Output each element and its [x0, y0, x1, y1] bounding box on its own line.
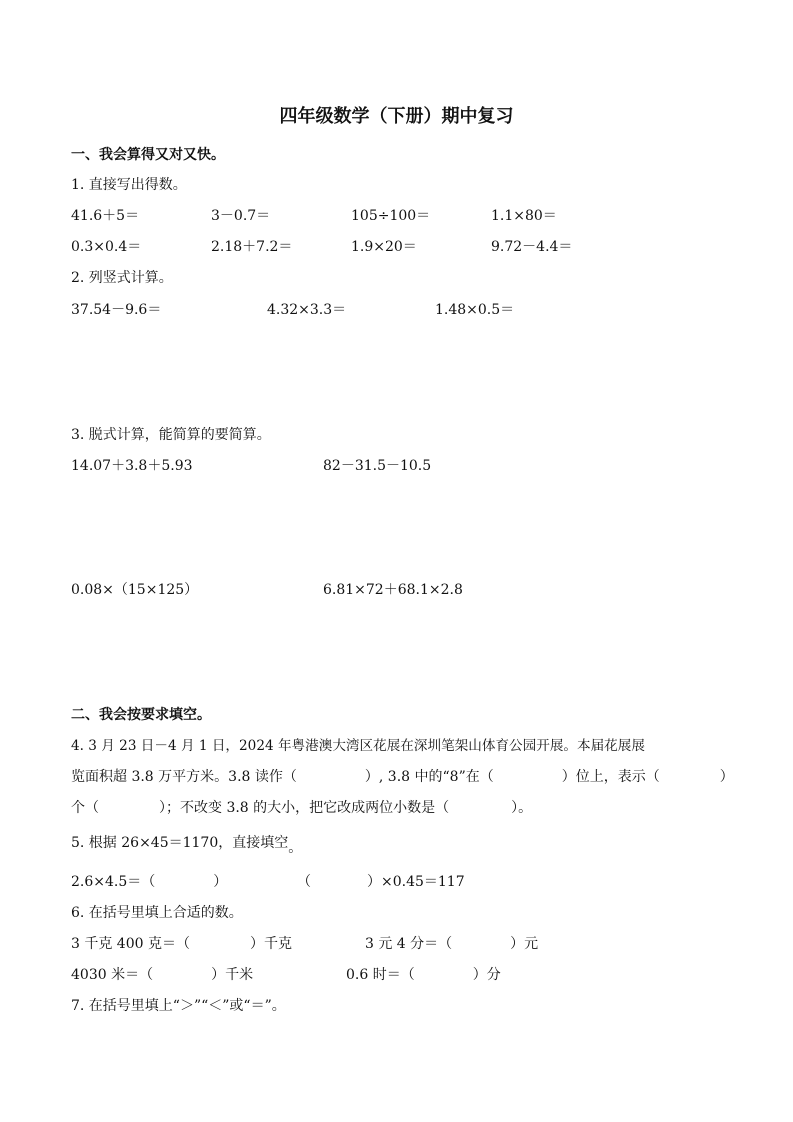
q4-line-1: 4. 3 月 23 日－4 月 1 日，2024 年粤港澳大湾区花展在深圳笔架山体育公园开展。本届花展展 — [71, 738, 645, 754]
q5-right — [297, 873, 465, 891]
q6-item — [71, 966, 253, 984]
q5-label-dot: 。 — [288, 840, 303, 856]
q6-text: 0.6 时＝（ — [346, 967, 415, 983]
q1-item: 1.9×20＝ — [351, 239, 417, 255]
q4-line-2 — [71, 768, 734, 786]
q6-item — [346, 966, 501, 984]
q5-label — [71, 834, 303, 856]
q2-label: 2. 列竖式计算。 — [71, 270, 173, 286]
q5-text: ） — [213, 874, 228, 890]
q1-item: 9.72－4.4＝ — [491, 239, 573, 255]
q2-item: 1.48×0.5＝ — [435, 302, 515, 318]
q4-text: ） — [719, 769, 734, 785]
q3-item: 0.08×（15×125） — [71, 582, 199, 598]
q4-text: ）位上，表示（ — [561, 769, 660, 785]
q7-label: 7. 在括号里填上“＞”“＜”或“＝”。 — [71, 998, 286, 1014]
q4-text: 览面积超 3.8 万平方米。3.8 读作（ — [71, 769, 297, 785]
q1-item: 41.6＋5＝ — [71, 208, 140, 224]
q6-text: 4030 米＝（ — [71, 967, 154, 983]
q6-text: ）千克 — [249, 936, 292, 952]
section-1-heading: 一、我会算得又对又快。 — [71, 147, 225, 163]
q3-item: 82－31.5－10.5 — [323, 458, 432, 474]
q4-text: ）。 — [511, 800, 533, 816]
q1-label: 1. 直接写出得数。 — [71, 177, 187, 193]
q5-text: ）×0.45＝117 — [367, 874, 465, 890]
q6-text: 3 元 4 分＝（ — [365, 936, 453, 952]
q4-line-3 — [71, 799, 532, 817]
q4-text: ）；不改变 3.8 的大小，把它改成两位小数是（ — [159, 800, 450, 816]
q3-item: 14.07＋3.8＋5.93 — [71, 458, 193, 474]
q6-text: ）千米 — [211, 967, 254, 983]
q5-label-text: 5. 根据 26×45＝1170，直接填空 — [71, 835, 289, 851]
q1-item: 105÷100＝ — [351, 208, 431, 224]
q6-label: 6. 在括号里填上合适的数。 — [71, 905, 243, 921]
q5-left — [71, 873, 227, 891]
q1-item: 0.3×0.4＝ — [71, 239, 142, 255]
q2-item: 4.32×3.3＝ — [267, 302, 347, 318]
q6-text: ）分 — [472, 967, 501, 983]
q5-text: 2.6×4.5＝（ — [71, 874, 156, 890]
q1-item: 1.1×80＝ — [491, 208, 557, 224]
q1-item: 3－0.7＝ — [211, 208, 271, 224]
q6-text: ）元 — [510, 936, 539, 952]
q2-item: 37.54－9.6＝ — [71, 302, 162, 318]
section-2-heading: 二、我会按要求填空。 — [71, 707, 211, 723]
q4-text: 个（ — [71, 800, 99, 816]
q3-label: 3. 脱式计算，能简算的要简算。 — [71, 427, 271, 443]
q3-item: 6.81×72＋68.1×2.8 — [323, 582, 463, 598]
q6-text: 3 千克 400 克＝（ — [71, 936, 190, 952]
q6-item — [71, 935, 292, 953]
page-title: 四年级数学（下册）期中复习 — [279, 106, 514, 127]
q4-text: ）, 3.8 中的“8”在（ — [364, 769, 494, 785]
q6-item — [365, 935, 538, 953]
q1-item: 2.18＋7.2＝ — [211, 239, 293, 255]
q5-text: （ — [297, 874, 311, 890]
